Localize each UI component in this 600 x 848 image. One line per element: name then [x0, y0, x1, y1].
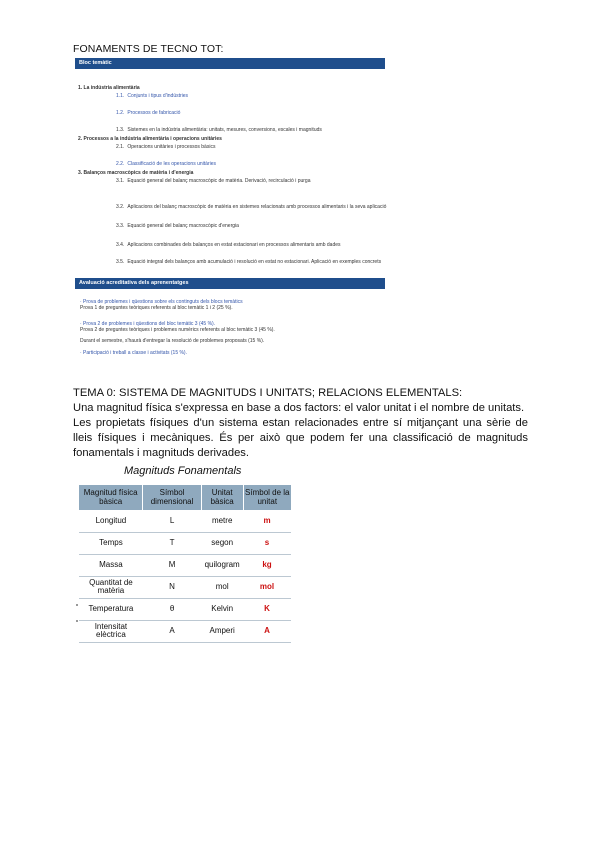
- outline-item-number: 2.1.: [116, 144, 125, 150]
- table-cell: segon: [201, 532, 243, 554]
- margin-mark: [76, 604, 78, 606]
- thematic-block-header: Bloc temàtic: [75, 58, 385, 69]
- assessment-list: [80, 299, 390, 356]
- outline-item-text: Equació integral dels balanços amb acumulació i resolució en estat no estacionari. Aplicació en exemples concrets: [127, 259, 382, 265]
- table-cell: mol: [201, 576, 243, 598]
- outline-item: [116, 242, 388, 249]
- table-cell: Massa: [79, 554, 143, 576]
- table-cell: T: [143, 532, 201, 554]
- outline-section: 3. Balanços macroscòpics de matèria i d'energia: [78, 170, 194, 176]
- unit-symbol-cell: s: [243, 532, 291, 554]
- thematic-outline: [78, 83, 388, 266]
- table-cell: Quantitat de matèria: [79, 576, 143, 598]
- outline-item: [116, 161, 388, 168]
- outline-item-text: Operacions unitàries i processos bàsics: [127, 144, 216, 150]
- table-row: [79, 598, 291, 620]
- outline-item: [116, 127, 388, 134]
- outline-item-text: Conjunts i tipus d'indústries: [127, 93, 189, 99]
- outline-section: 2. Processos a la indústria alimentària i operacions unitàries: [78, 136, 222, 142]
- outline-item-text: Sistemes en la indústria alimentària: unitats, mesures, conversions, escales i magnituds: [127, 127, 322, 133]
- assessment-line: · Participació i treball a classe i activitats (15 %).: [80, 350, 187, 356]
- outline-item-number: 3.5.: [116, 259, 125, 265]
- outline-item-number: 1.2.: [116, 110, 125, 116]
- outline-item-number: 3.2.: [116, 204, 125, 210]
- tema-section: [73, 386, 528, 461]
- outline-item-number: 3.3.: [116, 223, 125, 229]
- tema-heading: TEMA 0: SISTEMA DE MAGNITUDS I UNITATS; RELACIONS ELEMENTALS:: [73, 387, 463, 399]
- table-cell: N: [143, 576, 201, 598]
- unit-symbol-cell: mol: [243, 576, 291, 598]
- table-cell: L: [143, 510, 201, 532]
- unit-symbol-cell: kg: [243, 554, 291, 576]
- table-cell: Kelvin: [201, 598, 243, 620]
- table-row: [79, 620, 291, 642]
- outline-item-number: 1.1.: [116, 93, 125, 99]
- outline-item: [116, 259, 388, 266]
- outline-item-text: Processos de fabricació: [127, 110, 181, 116]
- tema-paragraph: Una magnitud física s'expressa en base a dos factors: el valor unitat i el nombre de unitats.: [73, 402, 525, 414]
- outline-item: [116, 204, 388, 211]
- outline-item: [116, 110, 388, 117]
- table-cell: A: [143, 620, 201, 642]
- table-cell: θ: [143, 598, 201, 620]
- outline-item-number: 3.1.: [116, 178, 125, 184]
- margin-mark: [76, 620, 78, 622]
- tema-paragraph: Les propietats físiques d'un sistema estan relacionades entre sí mitjançant una sèrie de lleis físiques i mecàniques. És per això que podem fer una classificació de magnituds fonamentals i magnituds derivades.: [73, 417, 528, 459]
- assessment-line: Durant el semestre, s'haurà d'entregar la resolució de problemes proposats (15 %).: [80, 338, 265, 344]
- unit-symbol-cell: A: [243, 620, 291, 642]
- table-header-row: [79, 485, 291, 510]
- column-header: Símbol de la unitat: [243, 485, 291, 510]
- outline-item-number: 2.2.: [116, 161, 125, 167]
- assessment-line: Prova 2 de preguntes teòriques i problemes numèrics referents al bloc temàtic 3 (45 %).: [80, 327, 275, 333]
- outline-item: [116, 144, 388, 151]
- table-row: [79, 576, 291, 598]
- table-row: [79, 532, 291, 554]
- table-row: [79, 510, 291, 532]
- unit-symbol-cell: K: [243, 598, 291, 620]
- table-cell: quilogram: [201, 554, 243, 576]
- column-header: Símbol dimensional: [143, 485, 201, 510]
- assessment-line: · Prova 2 de problemes i qüestions del bloc temàtic 3 (45 %).: [80, 321, 216, 327]
- fundamental-magnitudes-table: [79, 485, 291, 643]
- table-cell: M: [143, 554, 201, 576]
- column-header: Magnitud física bàsica: [79, 485, 143, 510]
- outline-item-text: Aplicacions combinades dels balanços en estat estacionari en processos alimentaris amb dades: [127, 242, 341, 248]
- table-cell: metre: [201, 510, 243, 532]
- outline-item: [116, 223, 388, 230]
- outline-item-number: 1.3.: [116, 127, 125, 133]
- table-cell: Amperi: [201, 620, 243, 642]
- outline-section: 1. La indústria alimentària: [78, 85, 140, 91]
- outline-item-text: Equació general del balanç macroscòpic de matèria. Derivació, recirculació i purga: [127, 178, 311, 184]
- table-row: [79, 554, 291, 576]
- table-cell: Temps: [79, 532, 143, 554]
- assessment-line: Prova 1 de preguntes teòriques referents al bloc temàtic 1 i 2 (25 %).: [80, 305, 233, 311]
- table-cell: Temperatura: [79, 598, 143, 620]
- assessment-header: Avaluació acreditativa dels aprenentatges: [75, 278, 385, 289]
- outline-item: [116, 93, 388, 100]
- outline-item-text: Classificació de les operacions unitàries: [127, 161, 216, 167]
- document-title: FONAMENTS DE TECNO TOT:: [73, 43, 224, 55]
- column-header: Unitat bàsica: [201, 485, 243, 510]
- table-title: Magnituds Fonamentals: [124, 465, 242, 477]
- outline-item-text: Aplicacions del balanç macroscòpic de matèria en sistemes relacionats amb processos alimentaris i la seva aplicació: [127, 204, 387, 210]
- table-cell: Longitud: [79, 510, 143, 532]
- unit-symbol-cell: m: [243, 510, 291, 532]
- outline-item: [116, 178, 388, 185]
- table-cell: Intensitat elèctrica: [79, 620, 143, 642]
- outline-item-text: Equació general del balanç macroscòpic d'energia: [127, 223, 239, 229]
- outline-item-number: 3.4.: [116, 242, 125, 248]
- assessment-line: · Prova de problemes i qüestions sobre els continguts dels blocs temàtics: [80, 299, 243, 305]
